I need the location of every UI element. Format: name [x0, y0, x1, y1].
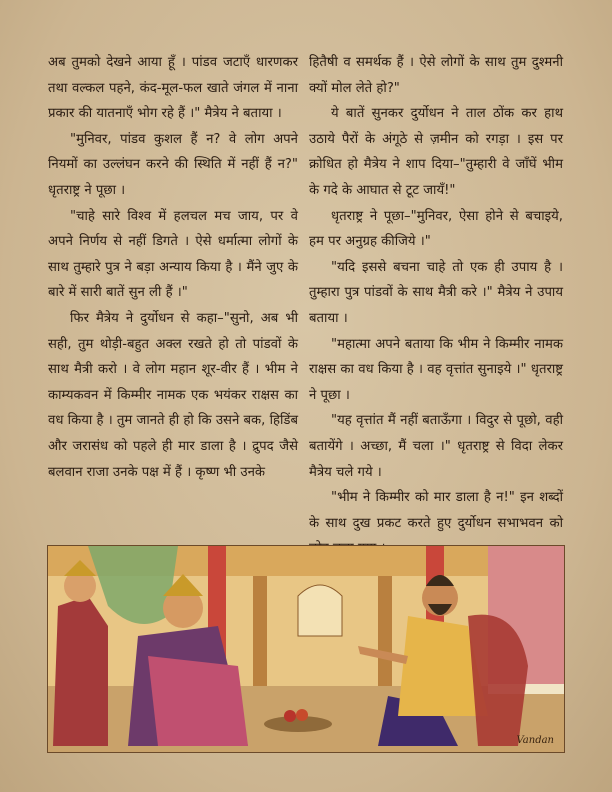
- left-paragraph-2: "मुनिवर, पांडव कुशल हैं न? वे लोग अपने नियमों का उल्लंघन करने की स्थिति में नहीं हैं न?" धृतराष्ट्र ने पूछा ।: [48, 131, 298, 198]
- right-paragraph-6: "यह वृत्तांत मैं नहीं बताऊँगा । विदुर से पूछो, वही बतायेंगे । अच्छा, मैं चला ।" धृतराष्ट्र से विदा लेकर मैत्रेय चले गये ।: [309, 413, 563, 480]
- left-text-column: [48, 50, 298, 485]
- artist-signature: Vandan: [516, 735, 554, 746]
- left-paragraph-3: "चाहे सारे विश्व में हलचल मच जाय, पर वे अपने निर्णय से नहीं डिगते । ऐसे धर्मात्मा लोगों के साथ तुम्हारे पुत्र ने बड़ा अन्याय किया है । मैंने जुए के बारे में सारी बातें सुन ली हैं ।": [48, 208, 298, 301]
- court-scene-illustration: [48, 546, 564, 752]
- right-paragraph-7: "भीम ने किम्मीर को मार डाला है न!" इन शब्दों के साथ दुख प्रकट करते हुए दुर्योधन सभाभवन को: [309, 490, 563, 531]
- left-paragraph-1: अब तुमको देखने आया हूँ । पांडव जटाएँ धारणकर तथा वल्कल पहने, कंद-मूल-फल खाते जंगल में नाना प्रकार की यातनाएँ भोग रहे हैं ।" मैत्रेय ने बताया ।: [48, 55, 298, 122]
- right-paragraph-1: हितैषी व समर्थक हैं । ऐसे लोगों के साथ तुम दुश्मनी क्यों मोल लेते हो?": [309, 55, 563, 96]
- right-paragraph-3: धृतराष्ट्र ने पूछा–"मुनिवर, ऐसा होने से बचाइये, हम पर अनुग्रह कीजिये ।": [309, 208, 563, 250]
- right-text-column: [309, 50, 563, 562]
- right-paragraph-5: "महात्मा अपने बताया कि भीम ने किम्मीर नामक राक्षस का वध किया है । वह वृत्तांत सुनाइये ।" धृतराष्ट्र ने पूछा ।: [309, 336, 563, 403]
- right-paragraph-2: ये बातें सुनकर दुर्योधन ने ताल ठोंक कर हाथ उठाये पैरों के अंगूठे से ज़मीन को रगड़ा । इस पर क्रोधित हो मैत्रेय ने शाप दिया–"तुम्हारी वे जाँघें भीम के गदे के आघात से टूट जायँ!": [309, 106, 563, 198]
- court-scene-drawing: [48, 546, 564, 752]
- right-paragraph-4: "यदि इससे बचना चाहे तो एक ही उपाय है । तुम्हारा पुत्र पांडवों के साथ मैत्री करे ।" मैत्रेय ने उपाय बताया ।: [309, 259, 563, 326]
- left-paragraph-4: फिर मैत्रेय ने दुर्योधन से कहा–"सुनो, अब भी सही, तुम थोड़ी-बहुत अक्ल रखते हो तो पांडवों के साथ मैत्री करो । वे लोग महान शूर-वीर हैं । भीम ने काम्यकवन में किम्मीर नामक एक भयंकर राक्षस का वध किया है । तुम जानते ही हो कि उसने बक, हिडिंब और जरासंध को पहले ही मार डाला है । द्रुपद जैसे बलवान राजा उनके पक्ष में हैं । कृष्ण भी उनके: [48, 310, 298, 480]
